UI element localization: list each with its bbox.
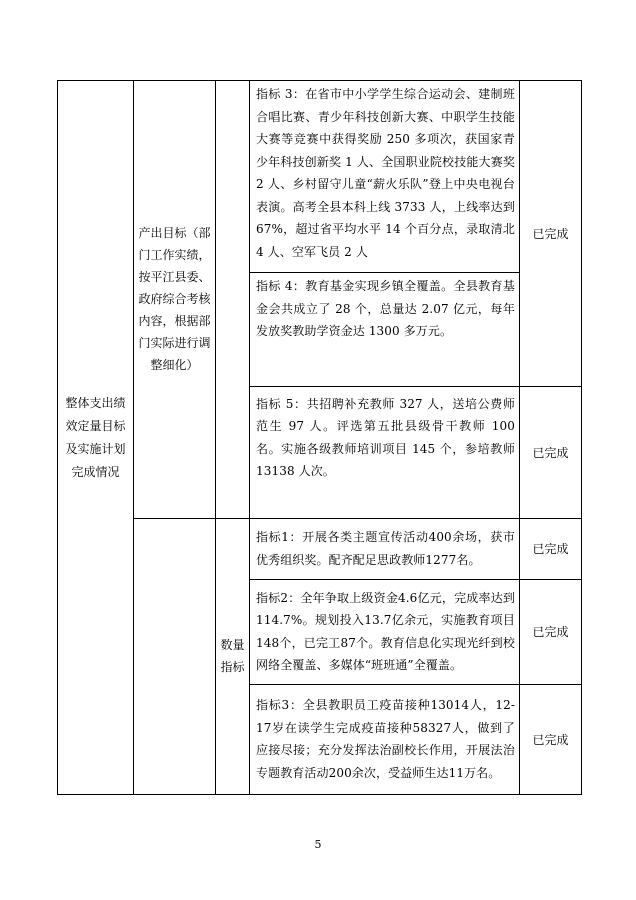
status-cell [520, 81, 582, 387]
table-row [58, 518, 582, 580]
quantity-label: 数量指标 [220, 638, 245, 675]
indicator-text: 指标 5：共招聘补充教师 327 人，送培公费师范生 97 人。评选第五批县级骨干教师 100 名。实施各级教师培训项目 145 个，参培教师 13138 人次。 [256, 396, 515, 479]
status-cell [520, 580, 582, 684]
status-text: 已完成 [532, 732, 569, 747]
output-category-cell [216, 81, 250, 519]
status-text: 已完成 [532, 625, 569, 640]
goal-empty-cell [134, 518, 216, 795]
status-cell [520, 386, 582, 518]
performance-table [57, 80, 582, 795]
status-text: 已完成 [532, 542, 569, 557]
goal-label: 产出目标（部门工作实绩，按平江县委、政府综合考核内容，根据部门实际进行调整细化） [138, 226, 211, 373]
goal-label-cell [134, 81, 216, 519]
indicator-cell [250, 273, 520, 386]
indicator-cell [250, 518, 520, 580]
status-cell [520, 518, 582, 580]
indicator-text: 指标1：开展各类主题宣传活动400余场，获市优秀组织奖。配齐配足思政教师1277名。 [256, 530, 515, 567]
page-number: 5 [314, 838, 322, 851]
indicator-cell [250, 386, 520, 518]
indicator-cell [250, 580, 520, 684]
status-text: 已完成 [532, 445, 569, 460]
quantity-label-cell [216, 518, 250, 795]
indicator-text: 指标 4：教育基金实现乡镇全覆盖。全县教育基金会共成立了 28 个，总量达 2.07 亿元，每年发放奖教助学资金达 1300 多万元。 [256, 279, 515, 339]
section-label-cell [58, 81, 134, 795]
status-text: 已完成 [532, 226, 569, 241]
indicator-text: 指标 3：在省市中小学学生综合运动会、建制班合唱比赛、青少年科技创新大赛、中职学生技能大赛等竞赛中获得奖励 250 多项次，获国家青少年科技创新奖 1 人、全国职业院校技能大赛奖 2 人、乡村留守儿童“薪火乐队”登上中央电视台表演。高考全县本科上线 3733 人，上线率达到 67%，超过省平均水平 14 个百分点，录取清北 4 人、空军飞员 2 人 [256, 87, 515, 259]
indicator-cell [250, 684, 520, 794]
status-cell [520, 684, 582, 794]
indicator-text: 指标3：全县教职员工疫苗接种13014人，12-17岁在读学生完成疫苗接种58327人，做到了应接尽接；充分发挥法治副校长作用，开展法治专题教育活动200余次，受益师生达11万名。 [256, 698, 515, 780]
indicator-cell [250, 81, 520, 273]
indicator-text: 指标2：全年争取上级资金4.6亿元，完成率达到114.7%。规划投入13.7亿余元，实施教育项目148个，已完工87个。教育信息化实现光纤到校网络全覆盖、多媒体“班班通”全覆盖。 [256, 590, 515, 673]
section-label: 整体支出绩效定量目标及实施计划完成情况 [65, 395, 126, 479]
table-row [58, 81, 582, 273]
